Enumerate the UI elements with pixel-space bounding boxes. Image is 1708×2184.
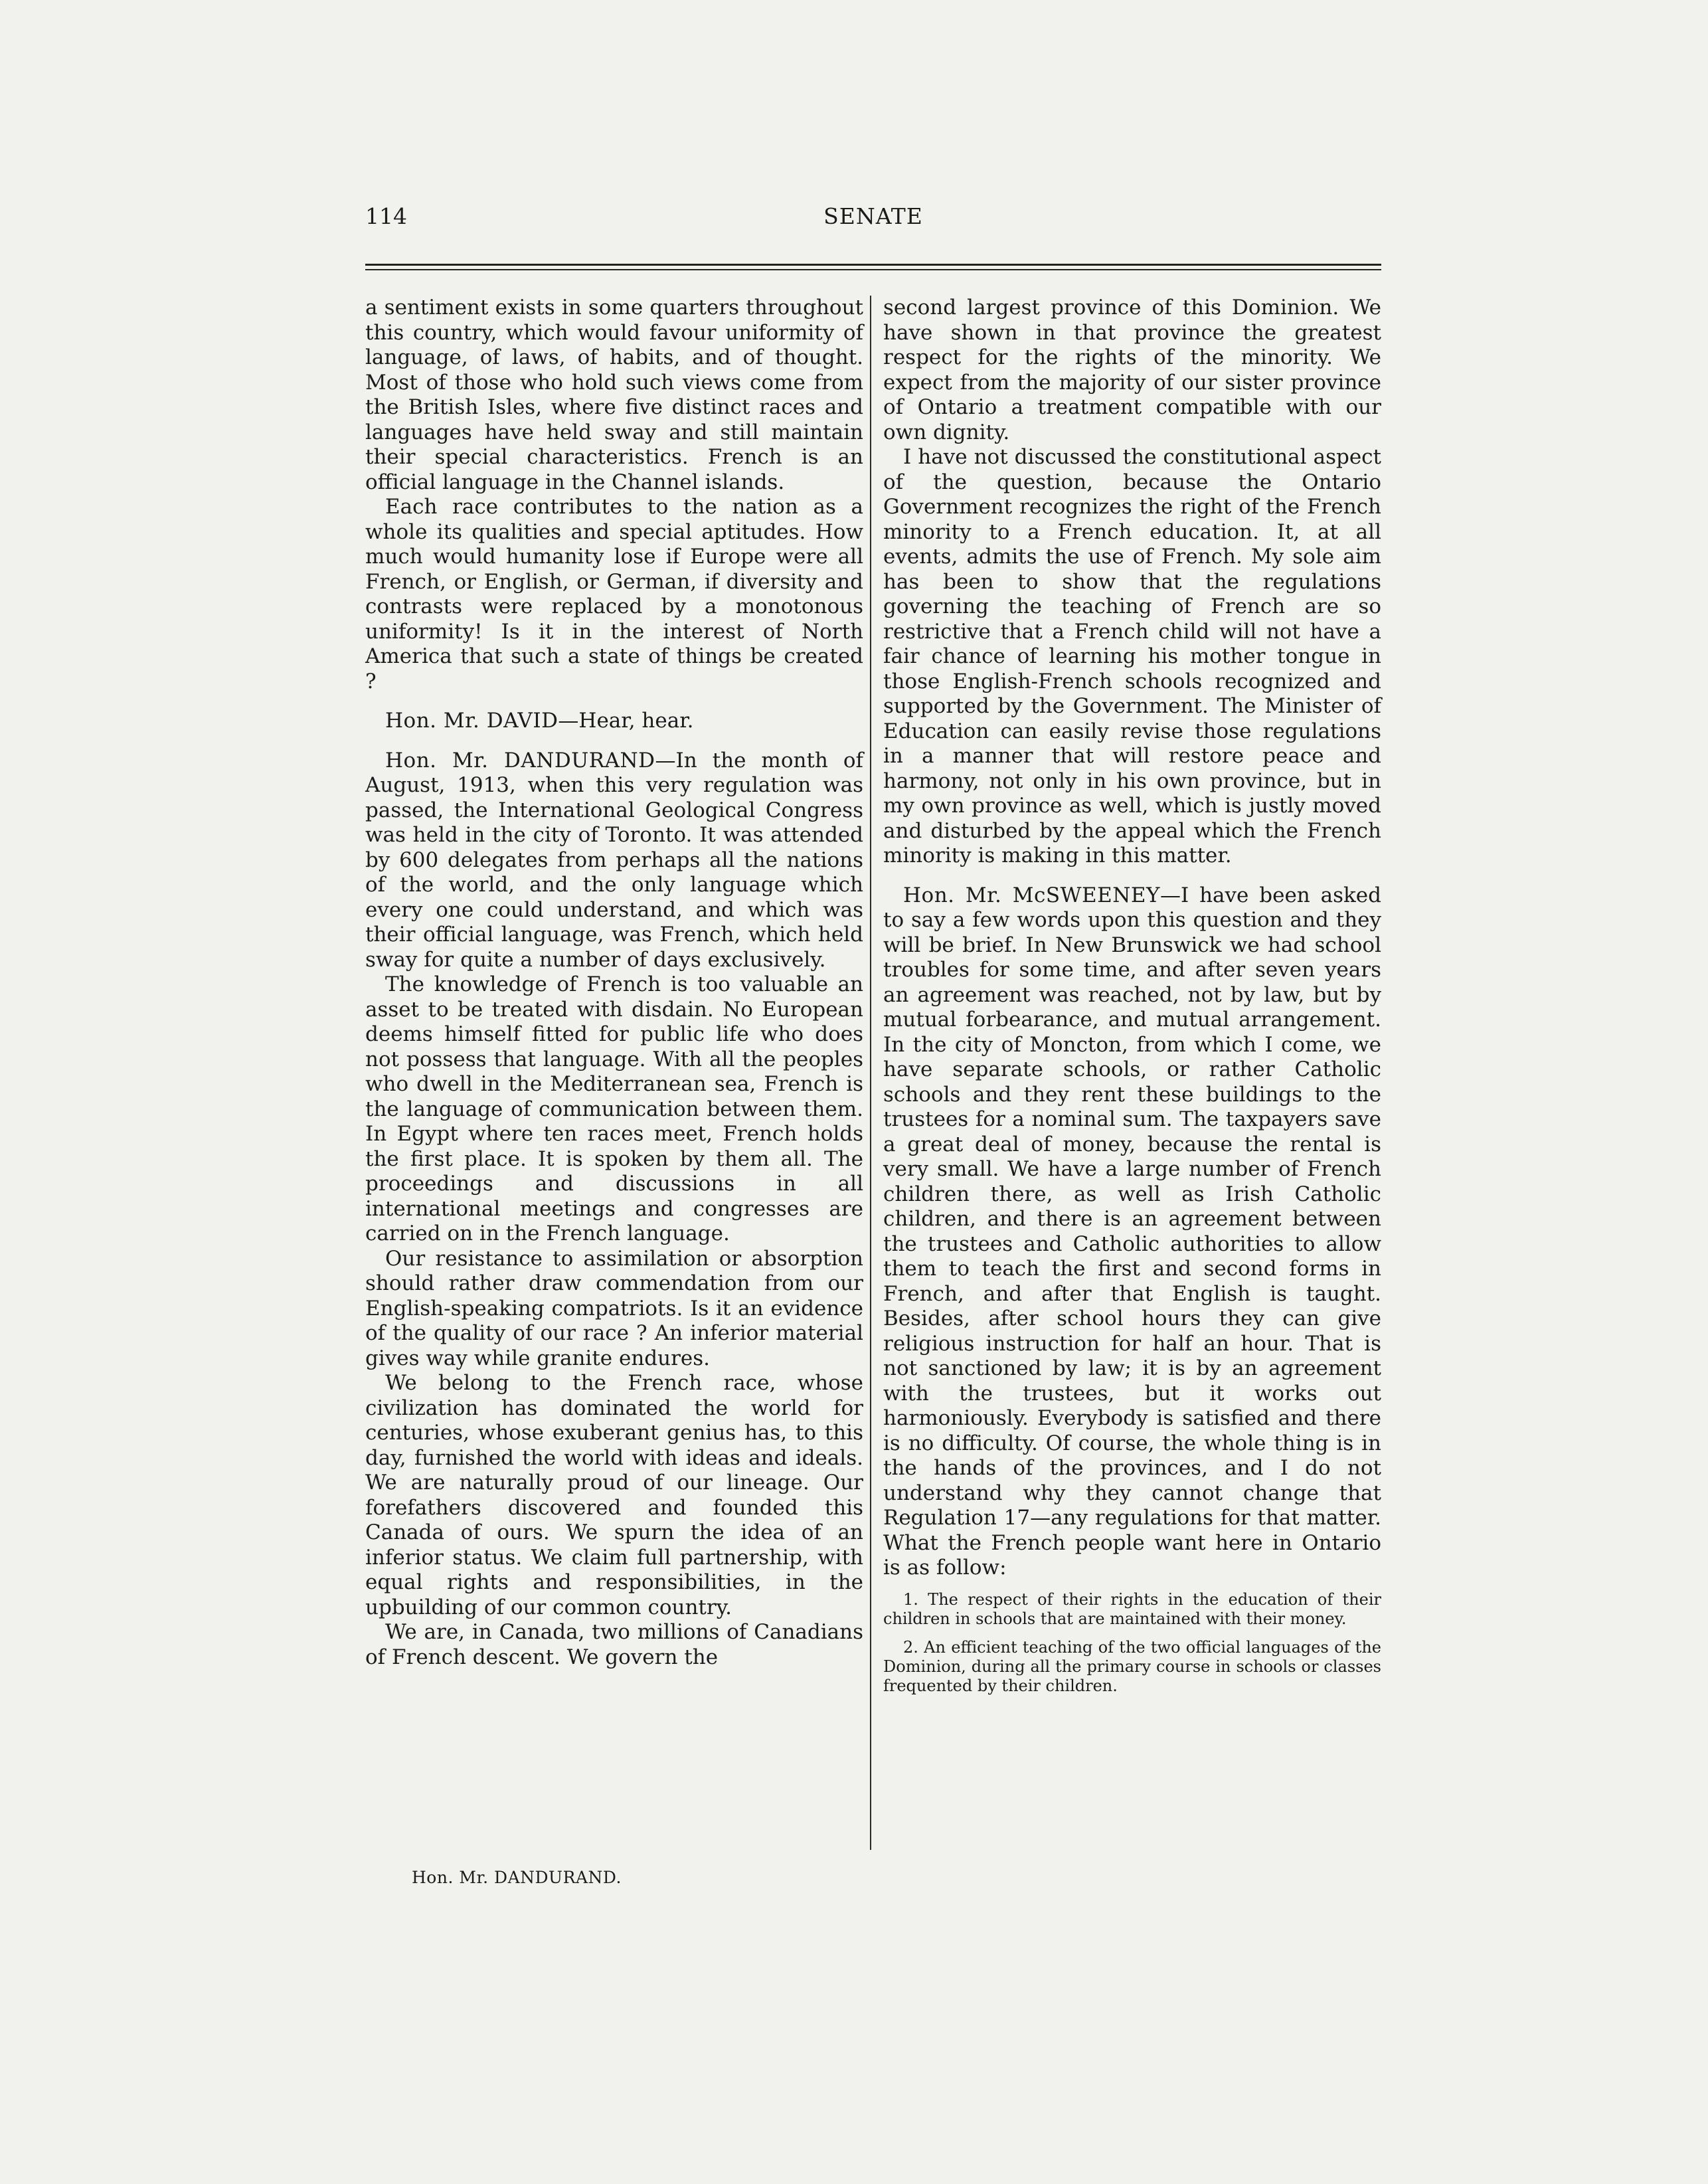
paragraph: I have not discussed the constitutional aspect of the question, because the Ontario Government recognizes the right of the French minority to a French education. It, at all events, admits the use of French. My sole aim has been to show that the regulations governing the teaching of French are so restrictive that a French child will not have a fair chance of learning his mother tongue in those English-French schools recognized and supported by the Government. The Minister of Education can easily revise those regulations in a manner that will restore peace and harmony, not only in his own province, but in my own province as well, which is justly moved and disturbed by the appeal which the French minority is making in this matter. (883, 445, 1381, 867)
header-rule-top (365, 264, 1381, 266)
paragraph: Each race contributes to the nation as a whole its qualities and special aptitudes. How much would humanity lose if Europe were all French, or English, or German, if diversity and contrasts were replaced by a monotonous uniformity! Is it in the interest of North America that such a state of things be created ? (365, 495, 863, 693)
footer-speaker-name: Hon. Mr. DANDURAND. (412, 1868, 622, 1887)
speaker-text: —I have been asked to say a few words upon this question and they will be brief. In New Brunswick we had school troubles for some time, and after seven years an agreement was reached, not by law, but by mutual forbearance, and mutual arrangement. In the city of Moncton, from which I come, we have separate schools, or rather Catholic schools and they rent these buildings to the trustees for a nominal sum. The taxpayers save a great deal of money, because the rental is very small. We have a large number of French children there, as well as Irish Catholic children, and there is an agreement between the trustees and Catholic authorities to allow them to teach the first and second forms in French, and after that English is taught. Besides, after school hours they can give religious instruction for half an hour. That is not sanctioned by law; it is by an agreement with the trustees, but it works out harmoniously. Everybody is satisfied and there is no difficulty. Of course, the whole thing is in the hands of the provinces, and I do not understand why they cannot change that Regulation 17—any regulations for that matter. What the French people want here in Ontario is as follow: (883, 883, 1381, 1580)
quoted-list-item: 1. The respect of their rights in the education of their children in schools that are maintained with their money. (883, 1590, 1381, 1628)
running-title: SENATE (823, 203, 923, 229)
left-column (365, 296, 863, 1670)
page-header (365, 203, 1381, 243)
speaker-paragraph (365, 749, 863, 973)
paragraph: We belong to the French race, whose civilization has dominated the world for centuries, whose exuberant genius has, to this day, furnished the world with ideas and ideals. We are naturally proud of our lineage. Our forefathers discovered and founded this Canada of ours. We spurn the idea of an inferior status. We claim full partnership, with equal rights and responsibilities, in the upbuilding of our common country. (365, 1371, 863, 1619)
speaker-name: Hon. Mr. DAVID (385, 709, 558, 733)
speaker-paragraph (883, 883, 1381, 1581)
speaker-name: Hon. Mr. DANDURAND (385, 748, 655, 773)
page-number: 114 (365, 203, 407, 229)
paragraph: We are, in Canada, two millions of Canadians of French descent. We govern the (365, 1620, 863, 1669)
paragraph: second largest province of this Dominion. We have shown in that province the greatest respect for the rights of the minority. We expect from the majority of our sister province of Ontario a treatment compatible with our own dignity. (883, 296, 1381, 444)
paragraph: Our resistance to assimilation or absorption should rather draw commendation from our English-speaking compatriots. Is it an evidence of the quality of our race ? An inferior material gives way while granite endures. (365, 1246, 863, 1370)
speaker-text: —Hear, hear. (558, 709, 694, 733)
speaker-text: —In the month of August, 1913, when this very regulation was passed, the International Geological Congress was held in the city of Toronto. It was attended by 600 delegates from perhaps all the nations of the world, and the only language which every one could understand, and which was their official language, was French, which held sway for quite a number of days exclusively. (365, 748, 863, 972)
speaker-paragraph (365, 709, 863, 734)
speaker-name: Hon. Mr. McSWEENEY (903, 883, 1160, 907)
column-divider (870, 296, 871, 1850)
right-column (883, 296, 1381, 1696)
paragraph: The knowledge of French is too valuable an asset to be treated with disdain. No European deems himself fitted for public life who does not possess that language. With all the peoples who dwell in the Mediterranean sea, French is the language of communication between them. In Egypt where ten races meet, French holds the first place. It is spoken by them all. The proceedings and discussions in all international meetings and congresses are carried on in the French language. (365, 972, 863, 1245)
paragraph: a sentiment exists in some quarters throughout this country, which would favour uniformity of language, of laws, of habits, and of thought. Most of those who hold such views come from the British Isles, where five distinct races and languages have held sway and still maintain their special characteristics. French is an official language in the Channel islands. (365, 296, 863, 494)
header-rule-bottom (365, 269, 1381, 270)
quoted-list-item: 2. An efficient teaching of the two official languages of the Dominion, during all the primary course in schools or classes frequented by their children. (883, 1637, 1381, 1695)
